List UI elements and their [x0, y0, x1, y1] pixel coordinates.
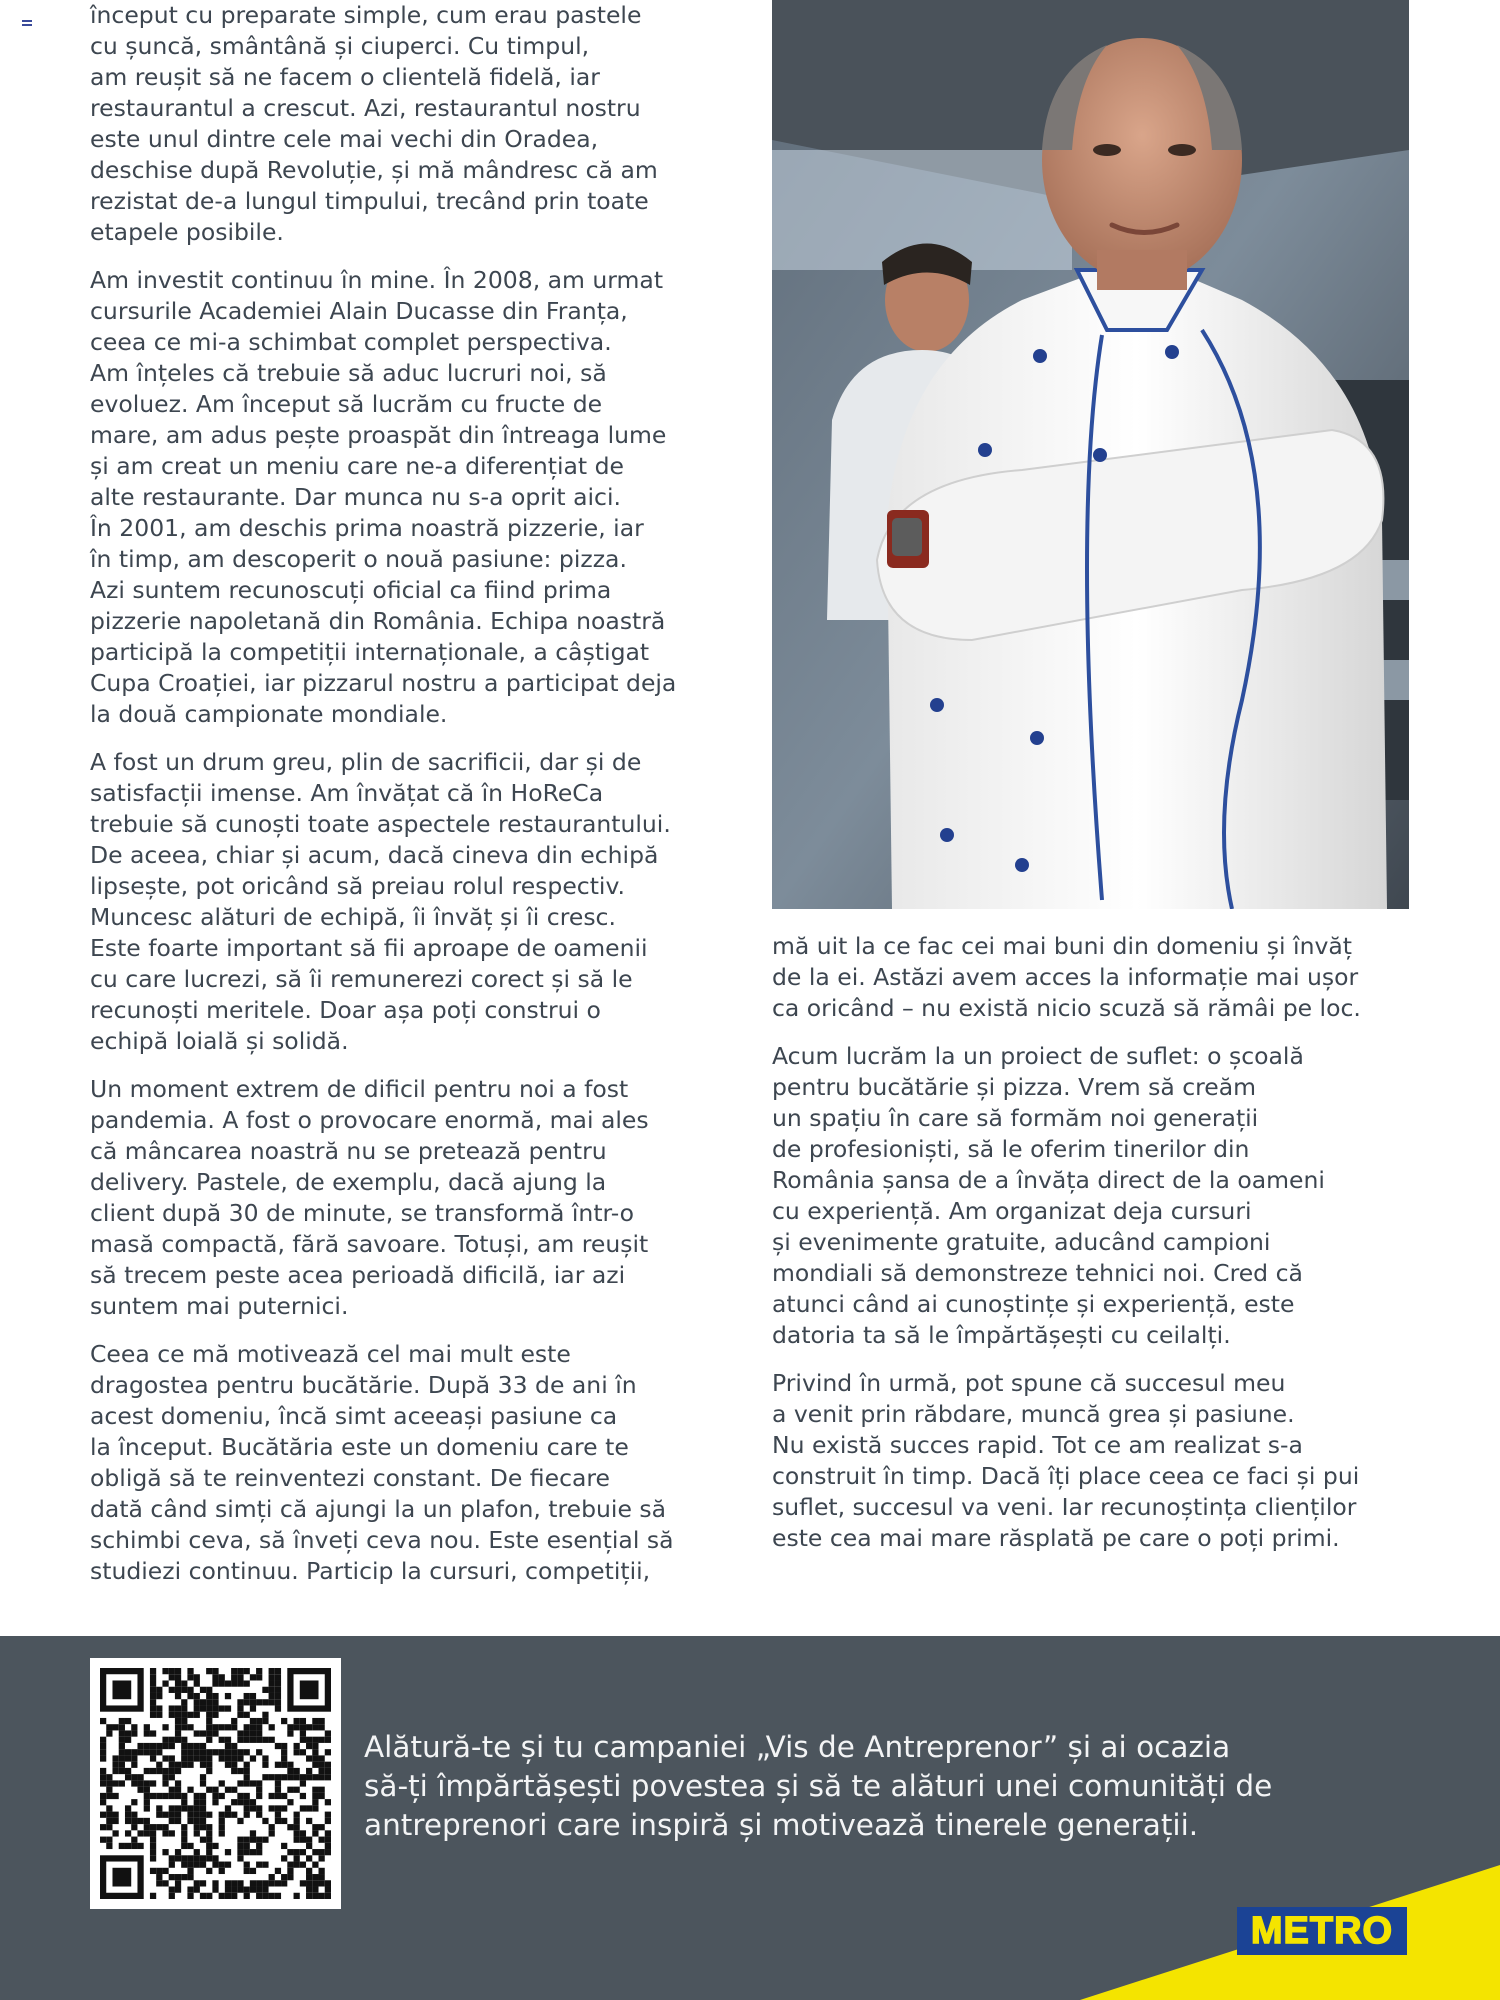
- text-line: etapele posibile.: [90, 218, 284, 246]
- text-line: Un moment extrem de dificil pentru noi a fost: [90, 1075, 629, 1103]
- text-line: și evenimente gratuite, aducând campioni: [772, 1228, 1271, 1256]
- text-line: cu șuncă, smântână și ciuperci. Cu timpul,: [90, 32, 590, 60]
- text-line: început cu preparate simple, cum erau pastele: [90, 1, 642, 29]
- paragraph: [90, 265, 730, 730]
- chef-photo-illustration: [772, 0, 1409, 909]
- text-line: dată când simți că ajungi la un plafon, trebuie să: [90, 1495, 667, 1523]
- campaign-footer: [0, 1636, 1500, 2000]
- text-line: să trecem peste acea perioadă dificilă, iar azi: [90, 1261, 626, 1289]
- text-line: obligă să te reinventezi constant. De fiecare: [90, 1464, 610, 1492]
- article-left-column: [90, 0, 730, 1604]
- text-line: De aceea, chiar și acum, dacă cineva din echipă: [90, 841, 659, 869]
- text-line: dragostea pentru bucătărie. După 33 de ani în: [90, 1371, 637, 1399]
- text-line: evoluez. Am început să lucrăm cu fructe de: [90, 390, 603, 418]
- menu-icon: [22, 20, 32, 30]
- text-line: de profesioniști, să le oferim tinerilor din: [772, 1135, 1250, 1163]
- text-line: alte restaurante. Dar munca nu s-a oprit aici.: [90, 483, 621, 511]
- paragraph: [90, 1339, 730, 1587]
- text-line: și am creat un meniu care ne-a diferențiat de: [90, 452, 624, 480]
- text-line: satisfacții imense. Am învățat că în HoReCa: [90, 779, 604, 807]
- text-line: participă la competiții internaționale, a câștigat: [90, 638, 650, 666]
- cta-line: Alătură-te și tu campaniei „Vis de Antreprenor” și ai ocazia: [364, 1730, 1231, 1764]
- text-line: client după 30 de minute, se transformă într-o: [90, 1199, 634, 1227]
- text-line: mare, am adus pește proaspăt din întreaga lume: [90, 421, 667, 449]
- paragraph: [772, 931, 1412, 1024]
- text-line: datoria ta să le împărtășești cu ceilalți.: [772, 1321, 1231, 1349]
- text-line: la două campionate mondiale.: [90, 700, 448, 728]
- text-line: Am investit continuu în mine. În 2008, am urmat: [90, 266, 664, 294]
- text-line: cu care lucrezi, să îi remunerezi corect și să le: [90, 965, 633, 993]
- metro-logo: [1237, 1907, 1407, 1955]
- article-right-column: [772, 931, 1412, 1571]
- text-line: studiezi continuu. Particip la cursuri, competiții,: [90, 1557, 651, 1585]
- text-line: de la ei. Astăzi avem acces la informație mai ușor: [772, 963, 1359, 991]
- text-line: construit în timp. Dacă îți place ceea ce faci și pui: [772, 1462, 1360, 1490]
- text-line: ca oricând – nu există nicio scuză să rămâi pe loc.: [772, 994, 1361, 1022]
- text-line: România șansa de a învăța direct de la oameni: [772, 1166, 1325, 1194]
- text-line: este unul dintre cele mai vechi din Oradea,: [90, 125, 599, 153]
- text-line: masă compactă, fără savoare. Totuși, am reușit: [90, 1230, 649, 1258]
- text-line: Am înțeles că trebuie să aduc lucruri noi, să: [90, 359, 607, 387]
- text-line: echipă loială și solidă.: [90, 1027, 349, 1055]
- text-line: A fost un drum greu, plin de sacrificii, dar și de: [90, 748, 642, 776]
- cta-line: să-ți împărtășești povestea și să te alături unei comunități de: [364, 1769, 1273, 1803]
- text-line: am reușit să ne facem o clientelă fidelă, iar: [90, 63, 600, 91]
- text-line: în timp, am descoperit o nouă pasiune: pizza.: [90, 545, 627, 573]
- text-line: Cupa Croației, iar pizzarul nostru a participat deja: [90, 669, 677, 697]
- text-line: a venit prin răbdare, muncă grea și pasiune.: [772, 1400, 1295, 1428]
- paragraph: [772, 1368, 1412, 1554]
- campaign-call-to-action: [364, 1728, 1364, 1845]
- text-line: cursurile Academiei Alain Ducasse din Franța,: [90, 297, 628, 325]
- text-line: recunoști meritele. Doar așa poți construi o: [90, 996, 601, 1024]
- text-line: trebuie să cunoști toate aspectele restaurantului.: [90, 810, 671, 838]
- text-line: la început. Bucătăria este un domeniu care te: [90, 1433, 629, 1461]
- text-line: Azi suntem recunoscuți oficial ca fiind prima: [90, 576, 612, 604]
- chef-photo: [772, 0, 1409, 909]
- text-line: mă uit la ce fac cei mai buni din domeniu și învăț: [772, 932, 1352, 960]
- cta-line: antreprenori care inspiră și motivează tinerele generații.: [364, 1808, 1199, 1842]
- text-line: delivery. Pastele, de exemplu, dacă ajung la: [90, 1168, 607, 1196]
- text-line: Acum lucrăm la un proiect de suflet: o școală: [772, 1042, 1304, 1070]
- text-line: Este foarte important să fii aproape de oamenii: [90, 934, 648, 962]
- text-line: În 2001, am deschis prima noastră pizzerie, iar: [90, 514, 644, 542]
- text-line: suntem mai puternici.: [90, 1292, 349, 1320]
- paragraph: [90, 747, 730, 1057]
- text-line: suflet, succesul va veni. Iar recunoștința clienților: [772, 1493, 1357, 1521]
- paragraph: [90, 1074, 730, 1322]
- text-line: un spațiu în care să formăm noi generații: [772, 1104, 1259, 1132]
- text-line: mondiali să demonstreze tehnici noi. Cred că: [772, 1259, 1303, 1287]
- text-line: că mâncarea noastră nu se pretează pentru: [90, 1137, 607, 1165]
- text-line: este cea mai mare răsplată pe care o poți primi.: [772, 1524, 1340, 1552]
- paragraph: [772, 1041, 1412, 1351]
- text-line: Privind în urmă, pot spune că succesul meu: [772, 1369, 1286, 1397]
- text-line: pentru bucătărie și pizza. Vrem să creăm: [772, 1073, 1257, 1101]
- text-line: pandemia. A fost o provocare enormă, mai ales: [90, 1106, 649, 1134]
- qr-code[interactable]: [90, 1658, 341, 1909]
- text-line: lipsește, pot oricând să preiau rolul respectiv.: [90, 872, 625, 900]
- text-line: deschise după Revoluție, și mă mândresc că am: [90, 156, 658, 184]
- paragraph: [90, 0, 730, 248]
- text-line: schimbi ceva, să înveți ceva nou. Este esențial să: [90, 1526, 674, 1554]
- text-line: atunci când ai cunoștințe și experiență, este: [772, 1290, 1295, 1318]
- text-line: restaurantul a crescut. Azi, restaurantul nostru: [90, 94, 641, 122]
- qr-code-pattern: [100, 1668, 331, 1899]
- text-line: cu experiență. Am organizat deja cursuri: [772, 1197, 1252, 1225]
- text-line: Ceea ce mă motivează cel mai mult este: [90, 1340, 571, 1368]
- text-line: Nu există succes rapid. Tot ce am realizat s-a: [772, 1431, 1303, 1459]
- text-line: pizzerie napoletană din România. Echipa noastră: [90, 607, 666, 635]
- metro-logo-text: METRO: [1250, 1910, 1394, 1952]
- text-line: ceea ce mi-a schimbat complet perspectiva.: [90, 328, 612, 356]
- text-line: Muncesc alături de echipă, îi învăț și îi cresc.: [90, 903, 616, 931]
- text-line: acest domeniu, încă simt aceeași pasiune ca: [90, 1402, 618, 1430]
- text-line: rezistat de-a lungul timpului, trecând prin toate: [90, 187, 649, 215]
